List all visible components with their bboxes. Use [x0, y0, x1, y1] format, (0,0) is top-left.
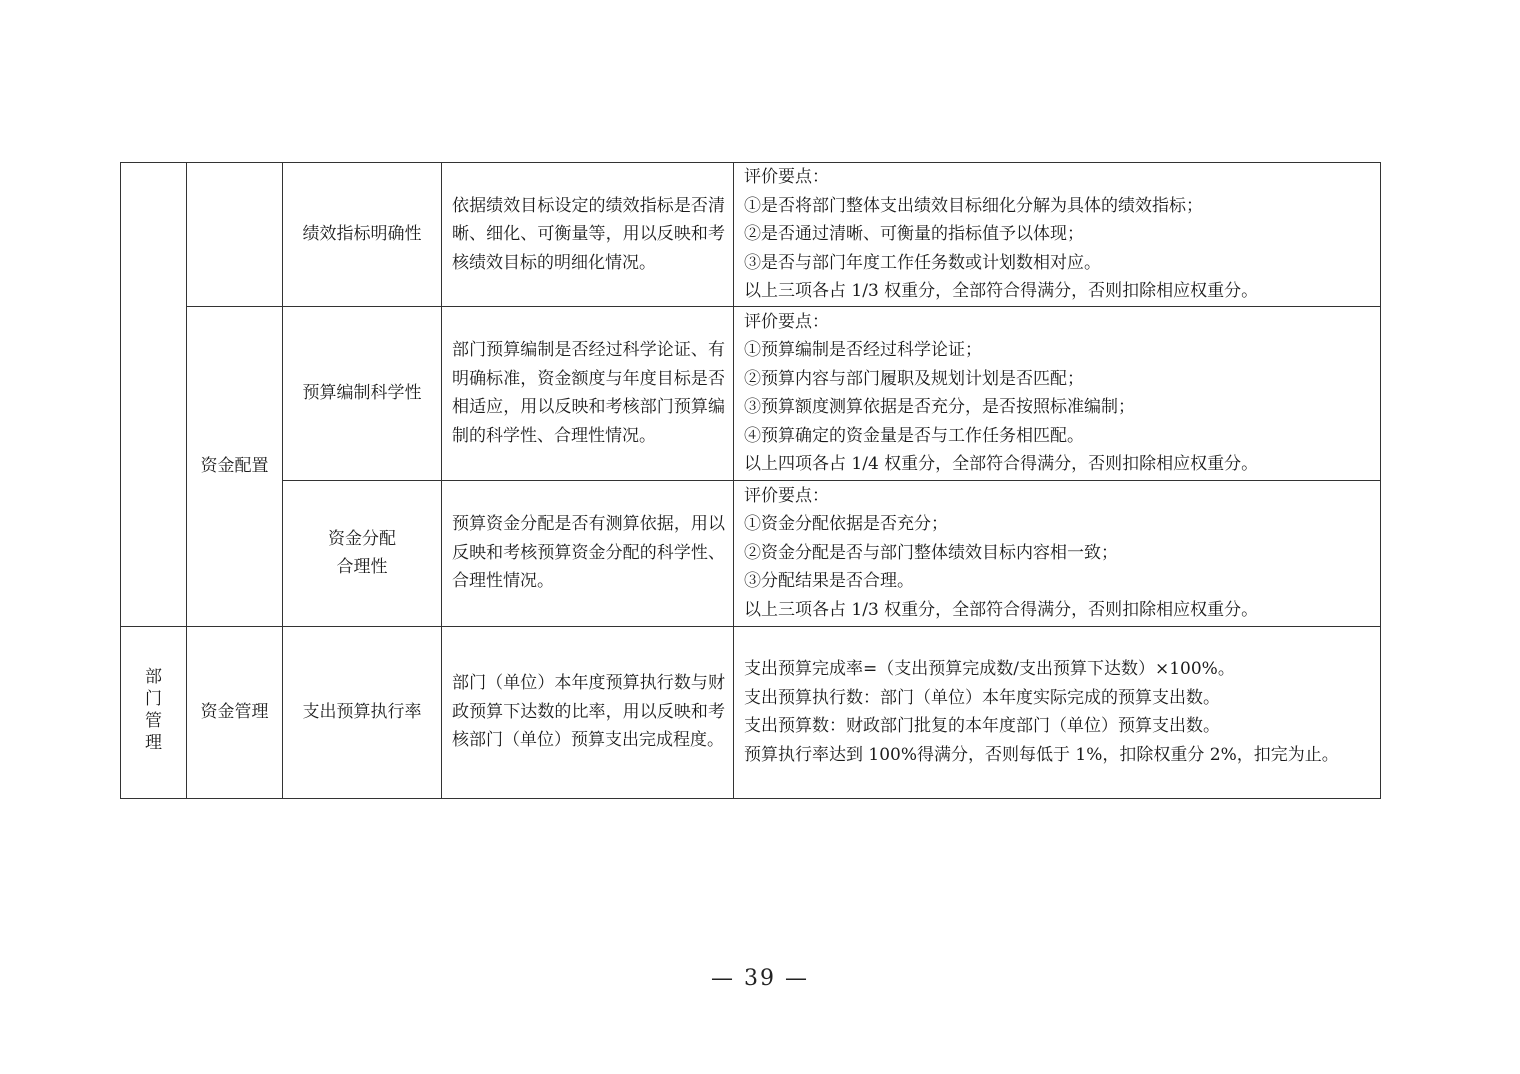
explanation-cell: 预算资金分配是否有测算依据，用以反映和考核预算资金分配的科学性、合理性情况。 [442, 480, 734, 626]
criteria-line: ①是否将部门整体支出绩效目标细化分解为具体的绩效指标； [744, 195, 1203, 216]
indicator-cell: 预算编制科学性 [283, 306, 442, 480]
explanation-cell: 依据绩效目标设定的绩效指标是否清晰、细化、可衡量等，用以反映和考核绩效目标的明细化情况。 [442, 163, 734, 307]
criteria-line: 支出预算完成率=（支出预算完成数/支出预算下达数）×100%。 [744, 659, 1235, 679]
criteria-line: ③预算额度测算依据是否充分，是否按照标准编制； [744, 397, 1135, 417]
criteria-line: 支出预算数：财政部门批复的本年度部门（单位）预算支出数。 [744, 716, 1220, 736]
indicator-line: 资金分配 [328, 528, 396, 549]
table-row [121, 626, 1381, 798]
table-row [121, 480, 1381, 626]
criteria-line: ②资金分配是否与部门整体绩效目标内容相一致； [744, 542, 1118, 563]
criteria-cell [734, 163, 1381, 307]
criteria-line: ③分配结果是否合理。 [744, 571, 914, 592]
indicator-cell [283, 480, 442, 626]
criteria-line: 预算执行率达到 100%得满分，否则每低于 1%，扣除权重分 2%，扣完为止。 [744, 744, 1339, 765]
subcategory-cell-empty [187, 163, 283, 307]
table-row [121, 306, 1381, 480]
criteria-line: 以上三项各占 1/3 权重分，全部符合得满分，否则扣除相应权重分。 [744, 281, 1259, 301]
criteria-line: ①资金分配依据是否充分； [744, 514, 948, 535]
subcategory-cell: 资金配置 [187, 306, 283, 626]
subcategory-cell: 资金管理 [187, 626, 283, 798]
criteria-line: 以上四项各占 1/4 权重分，全部符合得满分，否则扣除相应权重分。 [744, 454, 1259, 474]
table-row [121, 163, 1381, 307]
criteria-line: ③是否与部门年度工作任务数或计划数相对应。 [744, 252, 1101, 273]
criteria-line: ④预算确定的资金量是否与工作任务相匹配。 [744, 425, 1084, 446]
criteria-line: 评价要点： [744, 311, 829, 332]
criteria-line: 支出预算执行数：部门（单位）本年度实际完成的预算支出数。 [744, 687, 1220, 708]
indicator-cell: 支出预算执行率 [283, 626, 442, 798]
criteria-line: ①预算编制是否经过科学论证； [744, 340, 982, 360]
criteria-line: ②预算内容与部门履职及规划计划是否匹配； [744, 368, 1084, 389]
criteria-line: 评价要点： [744, 485, 829, 506]
category-label: 部门管理 [145, 667, 162, 754]
evaluation-table [120, 162, 1381, 799]
criteria-line: ②是否通过清晰、可衡量的指标值予以体现； [744, 224, 1084, 244]
criteria-line: 以上三项各占 1/3 权重分，全部符合得满分，否则扣除相应权重分。 [744, 599, 1259, 620]
indicator-line: 合理性 [336, 557, 388, 577]
criteria-cell [734, 306, 1381, 480]
criteria-line: 评价要点： [744, 167, 829, 187]
category-cell [121, 626, 187, 798]
page-number: — 39 — [711, 966, 809, 991]
indicator-cell: 绩效指标明确性 [283, 163, 442, 307]
explanation-cell: 部门（单位）本年度预算执行数与财政预算下达数的比率，用以反映和考核部门（单位）预算支出完成程度。 [442, 626, 734, 798]
criteria-cell [734, 626, 1381, 798]
criteria-cell [734, 480, 1381, 626]
category-cell-empty [121, 163, 187, 627]
explanation-cell: 部门预算编制是否经过科学论证、有明确标准，资金额度与年度目标是否相适应，用以反映和考核部门预算编制的科学性、合理性情况。 [442, 306, 734, 480]
